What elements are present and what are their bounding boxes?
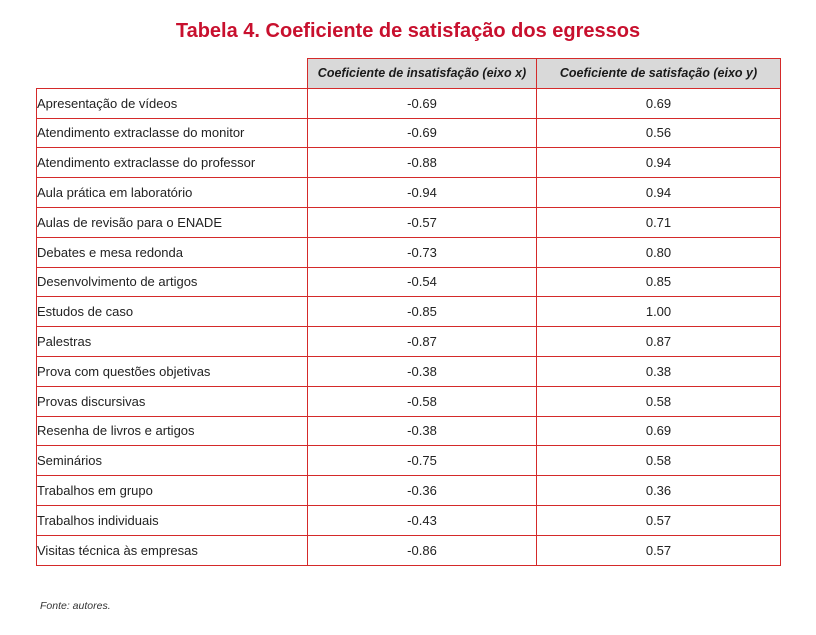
satisfacao-value: 0.80 [537,237,781,267]
insatisfacao-value: -0.73 [308,237,537,267]
row-label: Debates e mesa redonda [37,237,308,267]
table-row [37,237,781,267]
row-label: Apresentação de vídeos [37,88,308,118]
header-empty-cell [37,59,308,89]
row-label: Provas discursivas [37,386,308,416]
row-label: Atendimento extraclasse do professor [37,148,308,178]
table-row [37,297,781,327]
table-row [37,267,781,297]
insatisfacao-value: -0.38 [308,416,537,446]
satisfacao-value: 0.38 [537,356,781,386]
table-title: Tabela 4. Coeficiente de satisfação dos egressos [175,20,641,42]
satisfacao-value: 0.58 [537,446,781,476]
satisfacao-value: 0.56 [537,118,781,148]
satisfacao-value: 0.94 [537,178,781,208]
satisfacao-value: 0.69 [537,88,781,118]
satisfacao-value: 0.71 [537,207,781,237]
table-row [37,356,781,386]
row-label: Prova com questões objetivas [37,356,308,386]
satisfacao-value: 1.00 [537,297,781,327]
insatisfacao-value: -0.69 [308,118,537,148]
row-label: Aulas de revisão para o ENADE [37,207,308,237]
row-label: Palestras [37,327,308,357]
insatisfacao-value: -0.38 [308,356,537,386]
row-label: Visitas técnica às empresas [37,535,308,565]
satisfacao-value: 0.57 [537,505,781,535]
table-row [37,476,781,506]
row-label: Estudos de caso [37,297,308,327]
row-label: Desenvolvimento de artigos [37,267,308,297]
satisfacao-value: 0.87 [537,327,781,357]
insatisfacao-value: -0.94 [308,178,537,208]
row-label: Atendimento extraclasse do monitor [37,118,308,148]
table-row [37,118,781,148]
row-label: Resenha de livros e artigos [37,416,308,446]
satisfacao-value: 0.58 [537,386,781,416]
insatisfacao-value: -0.75 [308,446,537,476]
insatisfacao-value: -0.87 [308,327,537,357]
satisfacao-value: 0.57 [537,535,781,565]
row-label: Trabalhos em grupo [37,476,308,506]
insatisfacao-value: -0.57 [308,207,537,237]
insatisfacao-value: -0.85 [308,297,537,327]
table-row [37,148,781,178]
insatisfacao-value: -0.69 [308,88,537,118]
insatisfacao-value: -0.36 [308,476,537,506]
source-note: Fonte: autores. [40,600,111,612]
satisfaction-table [36,58,781,566]
table-row [37,178,781,208]
row-label: Trabalhos individuais [37,505,308,535]
insatisfacao-value: -0.43 [308,505,537,535]
satisfacao-value: 0.94 [537,148,781,178]
insatisfacao-value: -0.88 [308,148,537,178]
table-row [37,386,781,416]
table-row [37,535,781,565]
table-header-row [37,59,781,89]
header-insatisfacao: Coeficiente de insatisfação (eixo x) [308,59,537,89]
table-row [37,327,781,357]
insatisfacao-value: -0.54 [308,267,537,297]
table-row [37,505,781,535]
header-satisfacao: Coeficiente de satisfação (eixo y) [537,59,781,89]
satisfacao-value: 0.85 [537,267,781,297]
table-row [37,88,781,118]
satisfacao-value: 0.36 [537,476,781,506]
insatisfacao-value: -0.58 [308,386,537,416]
table-row [37,207,781,237]
insatisfacao-value: -0.86 [308,535,537,565]
table-row [37,416,781,446]
row-label: Seminários [37,446,308,476]
table-row [37,446,781,476]
satisfacao-value: 0.69 [537,416,781,446]
row-label: Aula prática em laboratório [37,178,308,208]
